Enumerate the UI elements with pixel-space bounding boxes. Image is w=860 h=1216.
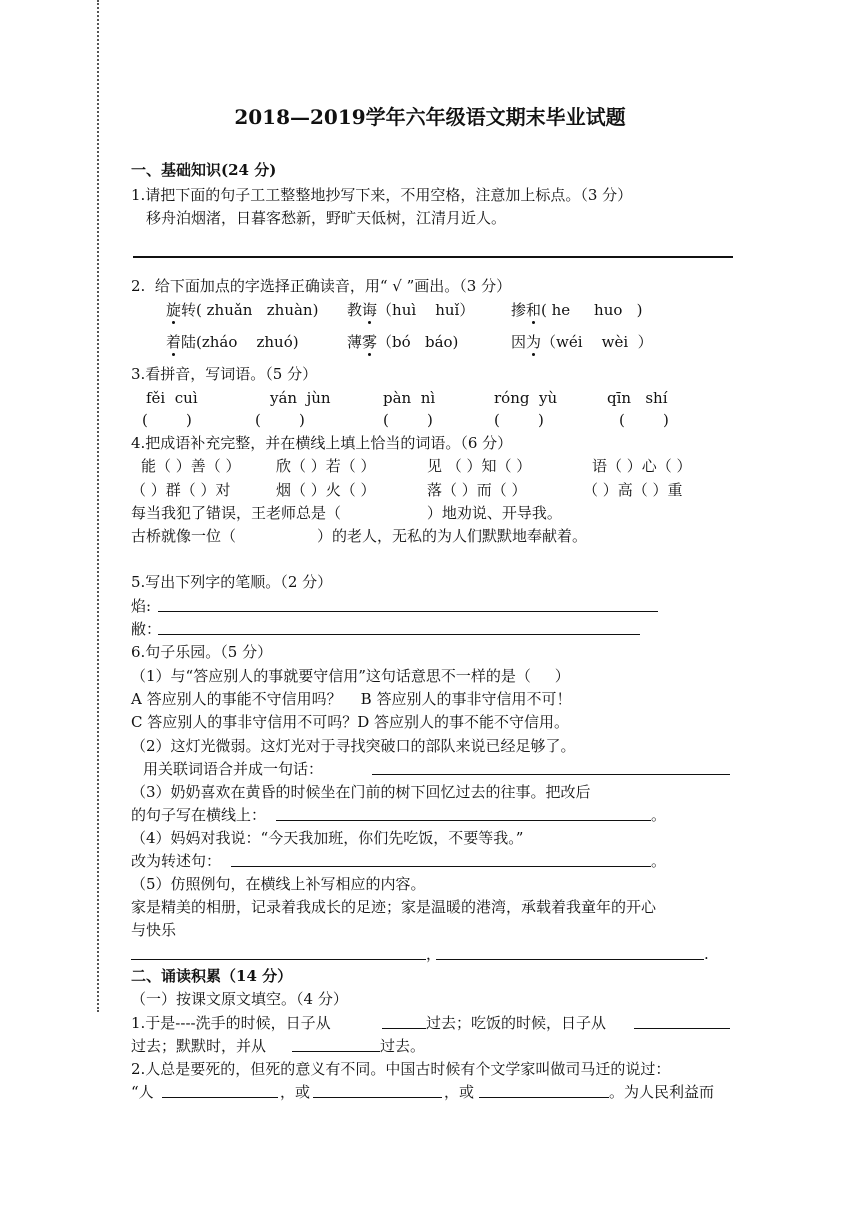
q4-idiom: （ ）群（ ）对	[131, 481, 231, 499]
q6-options: C 答应别人的事非守信用不可吗？D 答应别人的事不能不守信用。	[131, 713, 570, 731]
q4-idiom: 语（ ）心（ ）	[592, 457, 692, 475]
q5-label: 敝：	[131, 620, 162, 638]
sec2-q2-text: ，或	[280, 1083, 311, 1101]
q1-answer-line[interactable]	[133, 256, 733, 258]
q6-text: （5）仿照例句，在横线上补写相应的内容。	[131, 875, 426, 893]
q2-item: 因为（wéi wèi ）	[511, 333, 653, 351]
sec2-blank[interactable]	[634, 1028, 730, 1029]
q2-item: 教诲（huì huǐ）	[347, 301, 475, 319]
q4-idiom: （ ）高（ ）重	[583, 481, 683, 499]
sec2-q2-text: 2.人总是要死的，但死的意义有不同。中国古时候有个文学家叫做司马迁的说过：	[131, 1060, 671, 1078]
sec2-q2-text: 。为人民利益而	[609, 1083, 715, 1101]
q2-item: 着陆(zháo zhuó)	[166, 333, 299, 351]
q4-prompt: 4.把成语补充完整，并在横线上填上恰当的词语。（6 分）	[131, 434, 513, 452]
sec2-q1-text: 过去；吃饭的时候，日子从	[426, 1014, 607, 1032]
binding-margin-line	[97, 0, 99, 1012]
q6-text: （3）奶奶喜欢在黄昏的时候坐在门前的树下回忆过去的往事。把改后	[131, 783, 591, 801]
sec2-blank[interactable]	[313, 1097, 442, 1098]
q3-pinyin: qīn shí	[607, 389, 668, 407]
q3-answer-box[interactable]: ( )	[255, 411, 305, 429]
sec2-q2-text: “人	[131, 1083, 154, 1101]
q4-idiom: 落（ ）而（ ）	[427, 481, 527, 499]
q2-item: 薄雾（bó báo)	[347, 333, 459, 351]
q3-answer-box[interactable]: ( )	[494, 411, 544, 429]
q1-prompt: 1.请把下面的句子工工整整地抄写下来，不用空格，注意加上标点。（3 分）	[131, 186, 633, 204]
sec2-blank[interactable]	[479, 1097, 609, 1098]
q2-item: 掺和( he huo )	[511, 301, 643, 319]
sec2-blank[interactable]	[292, 1051, 380, 1052]
q1-sentence: 移舟泊烟渚，日暮客愁新，野旷天低树，江清月近人。	[146, 209, 507, 227]
sec2-q1-text: 过去。	[380, 1037, 426, 1055]
q6-punct: .	[704, 945, 709, 963]
q6-text: （1）与“答应别人的事就要守信用”这句话意思不一样的是（ ）	[131, 667, 570, 685]
q6-answer-line[interactable]	[372, 774, 730, 775]
q6-text: 的句子写在横线上：	[131, 806, 267, 824]
q5-answer-line[interactable]	[158, 634, 640, 635]
section-heading-2: 二、诵读积累（14 分）	[131, 967, 293, 985]
q6-punct: ，	[426, 945, 442, 963]
q5-label: 焰:	[131, 597, 152, 615]
sec2-q2-text: ，或	[444, 1083, 475, 1101]
q6-answer-line[interactable]	[276, 820, 651, 821]
q4-sentence: 古桥就像一位（ ）的老人，无私的为人们默默地奉献着。	[131, 527, 588, 545]
q3-pinyin: fěi cuì	[146, 389, 198, 407]
q6-answer-line[interactable]	[231, 866, 651, 867]
page-title: 2018—2019学年六年级语文期末毕业试题	[234, 105, 626, 129]
q3-pinyin: yán jùn	[270, 389, 331, 407]
q6-text: （2）这灯光微弱。这灯光对于寻找突破口的部队来说已经足够了。	[131, 737, 576, 755]
q6-answer-line[interactable]	[436, 959, 704, 960]
q6-punct: 。	[651, 806, 667, 824]
q6-options: A 答应别人的事能不守信用吗？ B 答应别人的事非守信用不可！	[131, 690, 572, 708]
q4-sentence: 每当我犯了错误，王老师总是（ ）地劝说、开导我。	[131, 504, 562, 522]
q6-text: （4）妈妈对我说：“今天我加班，你们先吃饭，不要等我。”	[131, 829, 524, 847]
q4-idiom: 能（ ）善（ ）	[141, 457, 241, 475]
q6-punct: 。	[651, 852, 667, 870]
q3-pinyin: pàn nì	[383, 389, 436, 407]
sec2-subheading: （一）按课文原文填空。（4 分）	[131, 990, 348, 1008]
sec2-q1-text: 过去；默默时，并从	[131, 1037, 267, 1055]
q3-answer-box[interactable]: ( )	[142, 411, 192, 429]
sec2-q1-text: 1.于是----洗手的时候，日子从	[131, 1014, 331, 1032]
q5-answer-line[interactable]	[158, 611, 658, 612]
sec2-blank[interactable]	[382, 1028, 426, 1029]
q5-prompt: 5.写出下列字的笔顺。（2 分）	[131, 573, 333, 591]
q4-idiom: 欣（ ）若（ ）	[276, 457, 376, 475]
q3-answer-box[interactable]: ( )	[383, 411, 433, 429]
sec2-blank[interactable]	[162, 1097, 278, 1098]
q2-prompt: 2. 给下面加点的字选择正确读音，用“ √ ”画出。（3 分）	[131, 277, 512, 295]
q6-prompt: 6.句子乐园。（5 分）	[131, 643, 273, 661]
q6-text: 改为转述句：	[131, 852, 222, 870]
q4-idiom: 见 （ ）知（ ）	[427, 457, 532, 475]
q6-answer-line[interactable]	[131, 959, 426, 960]
q6-text: 用关联词语合并成一句话：	[143, 760, 324, 778]
q2-item: 旋转( zhuǎn zhuàn)	[166, 301, 319, 319]
q3-prompt: 3.看拼音，写词语。（5 分）	[131, 365, 318, 383]
q3-pinyin: róng yù	[494, 389, 558, 407]
section-heading-1: 一、基础知识(24 分)	[131, 161, 277, 179]
q4-idiom: 烟（ ）火（ ）	[276, 481, 376, 499]
q6-text: 家是精美的相册，记录着我成长的足迹；家是温暖的港湾，承载着我童年的开心	[131, 898, 657, 916]
q3-answer-box[interactable]: ( )	[619, 411, 669, 429]
q6-text: 与快乐	[131, 921, 177, 939]
